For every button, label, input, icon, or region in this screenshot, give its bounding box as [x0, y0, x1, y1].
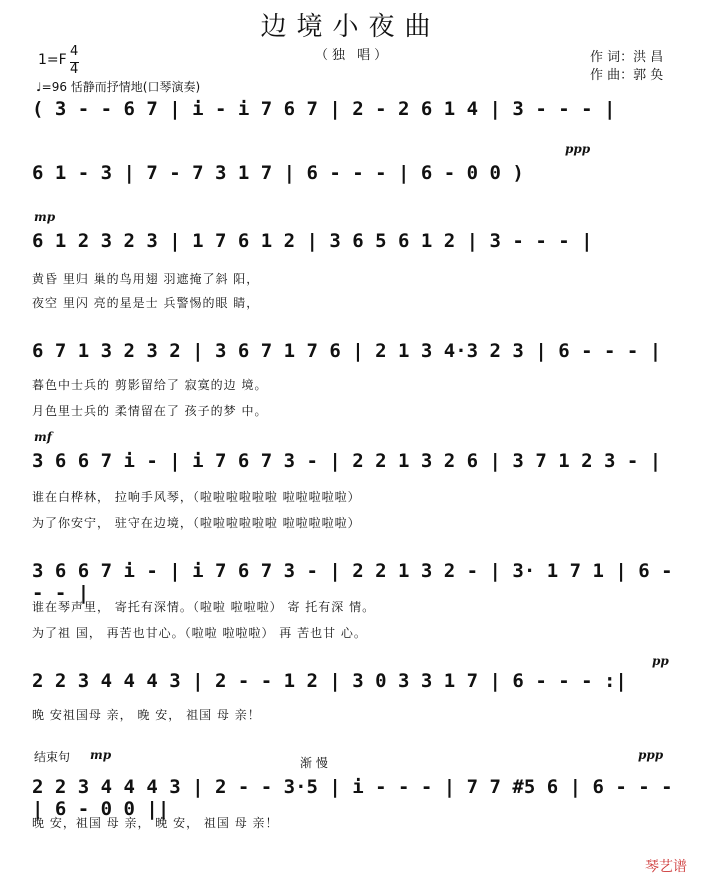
lyrics-line-4-verse-1: 暮色中士兵的 剪影留给了 寂寞的边 境。	[32, 378, 268, 392]
tempo-slowing: 渐 慢	[300, 756, 328, 770]
lyricist-credit: 作 词：洪 昌	[590, 50, 664, 65]
ending-label: 结束句	[34, 750, 71, 764]
lyrics-line-6-verse-2: 为了祖 国， 再苦也甘心。（啦啦 啦啦啦） 再 苦也甘 心。	[32, 626, 367, 640]
song-title: 边境小夜曲	[260, 12, 441, 42]
notes-line-1: ( 3 - - 6 7 | i - i 7 6 7 | 2 - 2 6 1 4 | 3 - - - |	[32, 98, 616, 120]
notes-line-5: 3 6 6 7 i - | i 7 6 7 3 - | 2 2 1 3 2 6 | 3 7 1 2 3 - |	[32, 450, 662, 472]
time-signature-bottom: 4	[70, 62, 79, 77]
lyrics-line-6-verse-1: 谁在琴声里， 寄托有深情。（啦啦 啦啦啦） 寄 托有深 情。	[32, 600, 376, 614]
notes-line-3: 6 1 2 3 2 3 | 1 7 6 1 2 | 3 6 5 6 1 2 | 3 - - - |	[32, 230, 593, 252]
lyrics-line-4-verse-2: 月色里士兵的 柔情留在了 孩子的梦 中。	[32, 404, 268, 418]
key-signature: 1=F	[38, 52, 67, 68]
dynamic-ppp-1: ppp	[565, 142, 591, 156]
notes-line-2: 6 1 - 3 | 7 - 7 3 1 7 | 6 - - - | 6 - 0 0 )	[32, 162, 524, 184]
dynamic-mp-ending: mp	[90, 748, 112, 762]
lyrics-line-3-verse-1: 黄昏 里归 巢的鸟用翅 羽遮掩了斜 阳，	[32, 272, 260, 286]
notes-line-7: 2 2 3 4 4 4 3 | 2 - - 1 2 | 3 0 3 3 1 7 | 6 - - - :|	[32, 670, 627, 692]
notes-line-6: 3 6 6 7 i - | i 7 6 7 3 - | 2 2 1 3 2 - | 3· 1 7 1 | 6 - - - |	[32, 560, 673, 604]
dynamic-mf: mf	[34, 430, 52, 444]
tempo-marking: ♩=96 恬静而抒情地(口琴演奏)	[36, 80, 201, 94]
lyrics-line-7: 晚 安祖国母 亲， 晚 安， 祖国 母 亲！	[32, 708, 261, 722]
lyrics-line-5-verse-2: 为了你安宁， 驻守在边境，（啦啦啦啦啦啦 啦啦啦啦啦）	[32, 516, 361, 530]
lyrics-line-5-verse-1: 谁在白桦林， 拉响手风琴，（啦啦啦啦啦啦 啦啦啦啦啦）	[32, 490, 361, 504]
dynamic-ppp-2: ppp	[638, 748, 664, 762]
lyrics-line-3-verse-2: 夜空 里闪 亮的星是士 兵警惕的眼 睛，	[32, 296, 260, 310]
dynamic-mp: mp	[34, 210, 56, 224]
time-signature-top: 4	[70, 44, 79, 59]
notes-line-4: 6 7 1 3 2 3 2 | 3 6 7 1 7 6 | 2 1 3 4·3 2 3 | 6 - - - |	[32, 340, 662, 362]
subtitle: （独 唱）	[315, 48, 392, 63]
site-logo: 琴艺谱	[645, 859, 687, 875]
notes-line-8: 2 2 3 4 4 4 3 | 2 - - 3·5 | i - - - | 7 7 #5 6 | 6 - - - | 6 - 0 0 ||	[32, 776, 673, 820]
lyrics-line-8: 晚 安，祖国 母 亲， 晚 安， 祖国 母 亲！	[32, 816, 279, 830]
composer-credit: 作 曲：郭 奂	[590, 68, 664, 83]
dynamic-pp: pp	[652, 654, 669, 668]
